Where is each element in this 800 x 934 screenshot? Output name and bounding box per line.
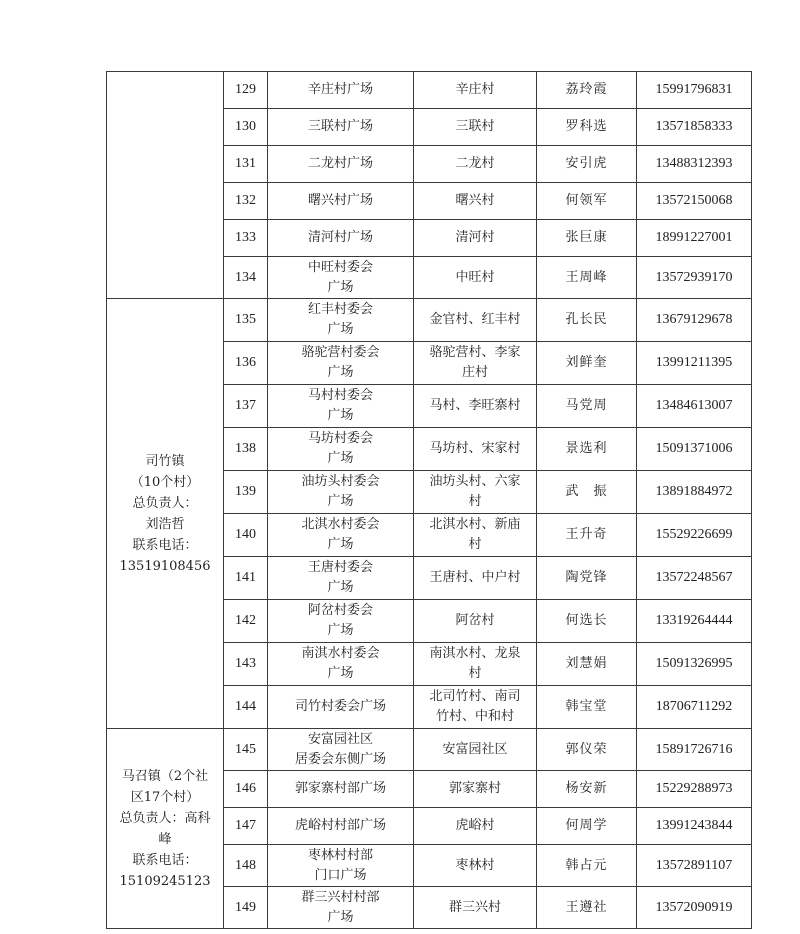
site-name-line: 中旺村委会 [307,259,373,275]
villages-line: 村 [468,494,482,509]
villages-line: 马坊村、宋家村 [429,441,521,456]
row-number: 149 [224,887,268,929]
villages-cell [414,220,537,257]
villages-cell [414,428,537,471]
villages-line: 北司竹村、南司 [429,689,521,704]
site-name-line: 群三兴村村部 [301,889,380,905]
row-number: 146 [224,771,268,808]
contact-phone: 13991211395 [637,342,752,385]
villages-line: 油坊头村、六家 [429,474,521,489]
villages-cell [414,514,537,557]
row-number: 132 [224,183,268,220]
site-name-line: 马村村委会 [307,388,373,403]
site-name-line: 马坊村委会 [307,431,373,446]
villages-line: 北淇水村、新庙 [429,517,521,532]
row-number: 137 [224,385,268,428]
town-cell [107,299,224,729]
contact-person: 王遵社 [537,887,637,929]
row-number: 145 [224,729,268,771]
contact-phone: 15091371006 [637,428,752,471]
villages-cell [414,887,537,929]
contact-phone: 13572090919 [637,887,752,929]
villages-cell [414,557,537,600]
site-name-line: 二龙村广场 [307,156,373,171]
contact-phone: 18991227001 [637,220,752,257]
site-cell [268,428,414,471]
site-name-line: 广场 [327,408,354,423]
contact-person: 杨安新 [537,771,637,808]
contact-person: 郭仪荣 [537,729,637,771]
row-number: 141 [224,557,268,600]
contact-phone: 13679129678 [637,299,752,342]
site-name-line: 阿岔村委会 [307,603,373,618]
contact-person: 韩占元 [537,845,637,887]
villages-line: 枣林村 [455,857,495,873]
contact-person: 王周峰 [537,257,637,299]
contact-phone: 15529226699 [637,514,752,557]
villages-line: 骆驼营村、李家 [429,345,521,360]
row-number: 136 [224,342,268,385]
town-info-line: 刘浩哲 [145,516,185,532]
contact-person: 景选利 [537,428,637,471]
site-name-line: 门口广场 [314,867,367,883]
villages-cell [414,385,537,428]
villages-line: 二龙村 [455,156,495,171]
site-cell [268,514,414,557]
table-row [107,299,752,342]
contact-person: 马党周 [537,385,637,428]
town-info-line: 总负责人：高科 [119,810,211,826]
villages-cell [414,808,537,845]
contact-phone: 15229288973 [637,771,752,808]
villages-line: 马村、李旺寨村 [429,398,521,413]
town-info-line: 联系电话： [132,537,198,553]
villages-cell [414,146,537,183]
site-cell [268,342,414,385]
contact-person: 刘鲜奎 [537,342,637,385]
villages-cell [414,643,537,686]
site-name-line: 骆驼营村委会 [301,345,380,360]
site-name-line: 广场 [327,365,354,380]
villages-line: 竹村、中和村 [435,709,514,724]
villages-cell [414,729,537,771]
row-number: 131 [224,146,268,183]
site-name-line: 清河村广场 [307,230,373,245]
contact-person: 荔玲霞 [537,72,637,109]
contact-phone: 15891726716 [637,729,752,771]
site-name-line: 广场 [327,666,354,681]
site-name-line: 居委会东侧广场 [294,751,386,767]
site-cell [268,257,414,299]
row-number: 134 [224,257,268,299]
site-cell [268,808,414,845]
site-name-line: 王唐村委会 [307,560,373,575]
contact-person: 刘慧娟 [537,643,637,686]
villages-cell [414,183,537,220]
site-cell [268,643,414,686]
contact-phone: 13488312393 [637,146,752,183]
site-cell [268,183,414,220]
contact-phone: 13991243844 [637,808,752,845]
contact-person: 陶党锋 [537,557,637,600]
contact-person: 罗科选 [537,109,637,146]
contact-phone: 13572891107 [637,845,752,887]
site-name-line: 广场 [327,537,354,552]
site-name-line: 广场 [327,322,354,337]
villages-line: 南淇水村、龙泉 [429,646,521,661]
row-number: 135 [224,299,268,342]
town-info-line: 马召镇（2个社 [121,768,209,784]
row-number: 138 [224,428,268,471]
villages-line: 郭家寨村 [448,781,501,796]
contact-person: 安引虎 [537,146,637,183]
table-body [107,72,752,929]
site-name-line: 红丰村委会 [307,302,373,317]
site-name-line: 南淇水村委会 [301,646,380,661]
town-cell [107,729,224,929]
contact-phone: 13572939170 [637,257,752,299]
town-info-line: 总负责人： [132,495,198,511]
contact-person: 孔长民 [537,299,637,342]
contact-phone: 15991796831 [637,72,752,109]
site-cell [268,299,414,342]
site-name-line: 虎峪村村部广场 [294,818,386,833]
row-number: 129 [224,72,268,109]
contact-person: 王升奇 [537,514,637,557]
town-info-line: 联系电话： [132,852,198,868]
site-cell [268,220,414,257]
site-cell [268,385,414,428]
villages-cell [414,471,537,514]
villages-cell [414,845,537,887]
town-info-line: 13519108456 [119,558,211,574]
site-cell [268,600,414,643]
villages-line: 安富园社区 [442,741,508,757]
town-cell [107,72,224,299]
site-cell [268,887,414,929]
contact-person: 武 振 [537,471,637,514]
row-number: 144 [224,686,268,729]
villages-line: 村 [468,666,482,681]
contact-person: 何领军 [537,183,637,220]
villages-cell [414,600,537,643]
contact-person: 韩宝堂 [537,686,637,729]
villages-line: 群三兴村 [448,899,501,915]
town-info-line: 15109245123 [119,873,211,889]
contact-phone: 13891884972 [637,471,752,514]
villages-line: 曙兴村 [455,193,495,208]
villages-cell [414,686,537,729]
site-name-line: 广场 [327,580,354,595]
villages-line: 三联村 [455,119,495,134]
contact-phone: 13571858333 [637,109,752,146]
contact-phone: 18706711292 [637,686,752,729]
contact-phone: 15091326995 [637,643,752,686]
site-cell [268,72,414,109]
villages-line: 庄村 [461,365,488,380]
villages-line: 王唐村、中户村 [429,570,521,585]
row-number: 130 [224,109,268,146]
contact-phone: 13572248567 [637,557,752,600]
villages-cell [414,257,537,299]
village-contact-table [106,71,752,929]
site-name-line: 安富园社区 [307,731,373,747]
row-number: 140 [224,514,268,557]
villages-line: 辛庄村 [455,82,495,97]
site-name-line: 枣林村村部 [307,847,373,863]
contact-phone: 13484613007 [637,385,752,428]
villages-cell [414,109,537,146]
site-name-line: 司竹村委会广场 [294,699,386,714]
town-info-line: 峰 [158,831,172,847]
contact-phone: 13319264444 [637,600,752,643]
row-number: 142 [224,600,268,643]
site-cell [268,771,414,808]
table-row [107,72,752,109]
site-name-line: 广场 [327,279,354,295]
villages-cell [414,72,537,109]
row-number: 148 [224,845,268,887]
villages-line: 虎峪村 [455,818,495,833]
site-name-line: 曙兴村广场 [307,193,373,208]
town-info-line: 司竹镇 [145,453,185,469]
villages-line: 金官村、红丰村 [429,312,521,327]
row-number: 143 [224,643,268,686]
site-cell [268,686,414,729]
site-name-line: 北淇水村委会 [301,517,380,532]
town-info-line: （10个村） [130,474,200,490]
town-info-line: 区17个村） [130,789,200,805]
villages-cell [414,299,537,342]
site-name-line: 郭家寨村部广场 [294,781,386,796]
row-number: 147 [224,808,268,845]
site-name-line: 广场 [327,909,354,925]
villages-line: 阿岔村 [455,613,495,628]
row-number: 139 [224,471,268,514]
villages-cell [414,771,537,808]
site-cell [268,845,414,887]
site-cell [268,557,414,600]
contact-phone: 13572150068 [637,183,752,220]
site-cell [268,109,414,146]
site-cell [268,471,414,514]
site-cell [268,729,414,771]
contact-person: 何选长 [537,600,637,643]
site-name-line: 辛庄村广场 [307,82,373,97]
site-name-line: 三联村广场 [307,119,373,134]
site-name-line: 油坊头村委会 [301,474,380,489]
site-name-line: 广场 [327,494,354,509]
table-row [107,729,752,771]
contact-person: 张巨康 [537,220,637,257]
row-number: 133 [224,220,268,257]
villages-line: 清河村 [455,230,495,245]
site-name-line: 广场 [327,451,354,466]
contact-person: 何周学 [537,808,637,845]
site-name-line: 广场 [327,623,354,638]
villages-line: 中旺村 [455,269,495,285]
villages-cell [414,342,537,385]
villages-line: 村 [468,537,482,552]
site-cell [268,146,414,183]
